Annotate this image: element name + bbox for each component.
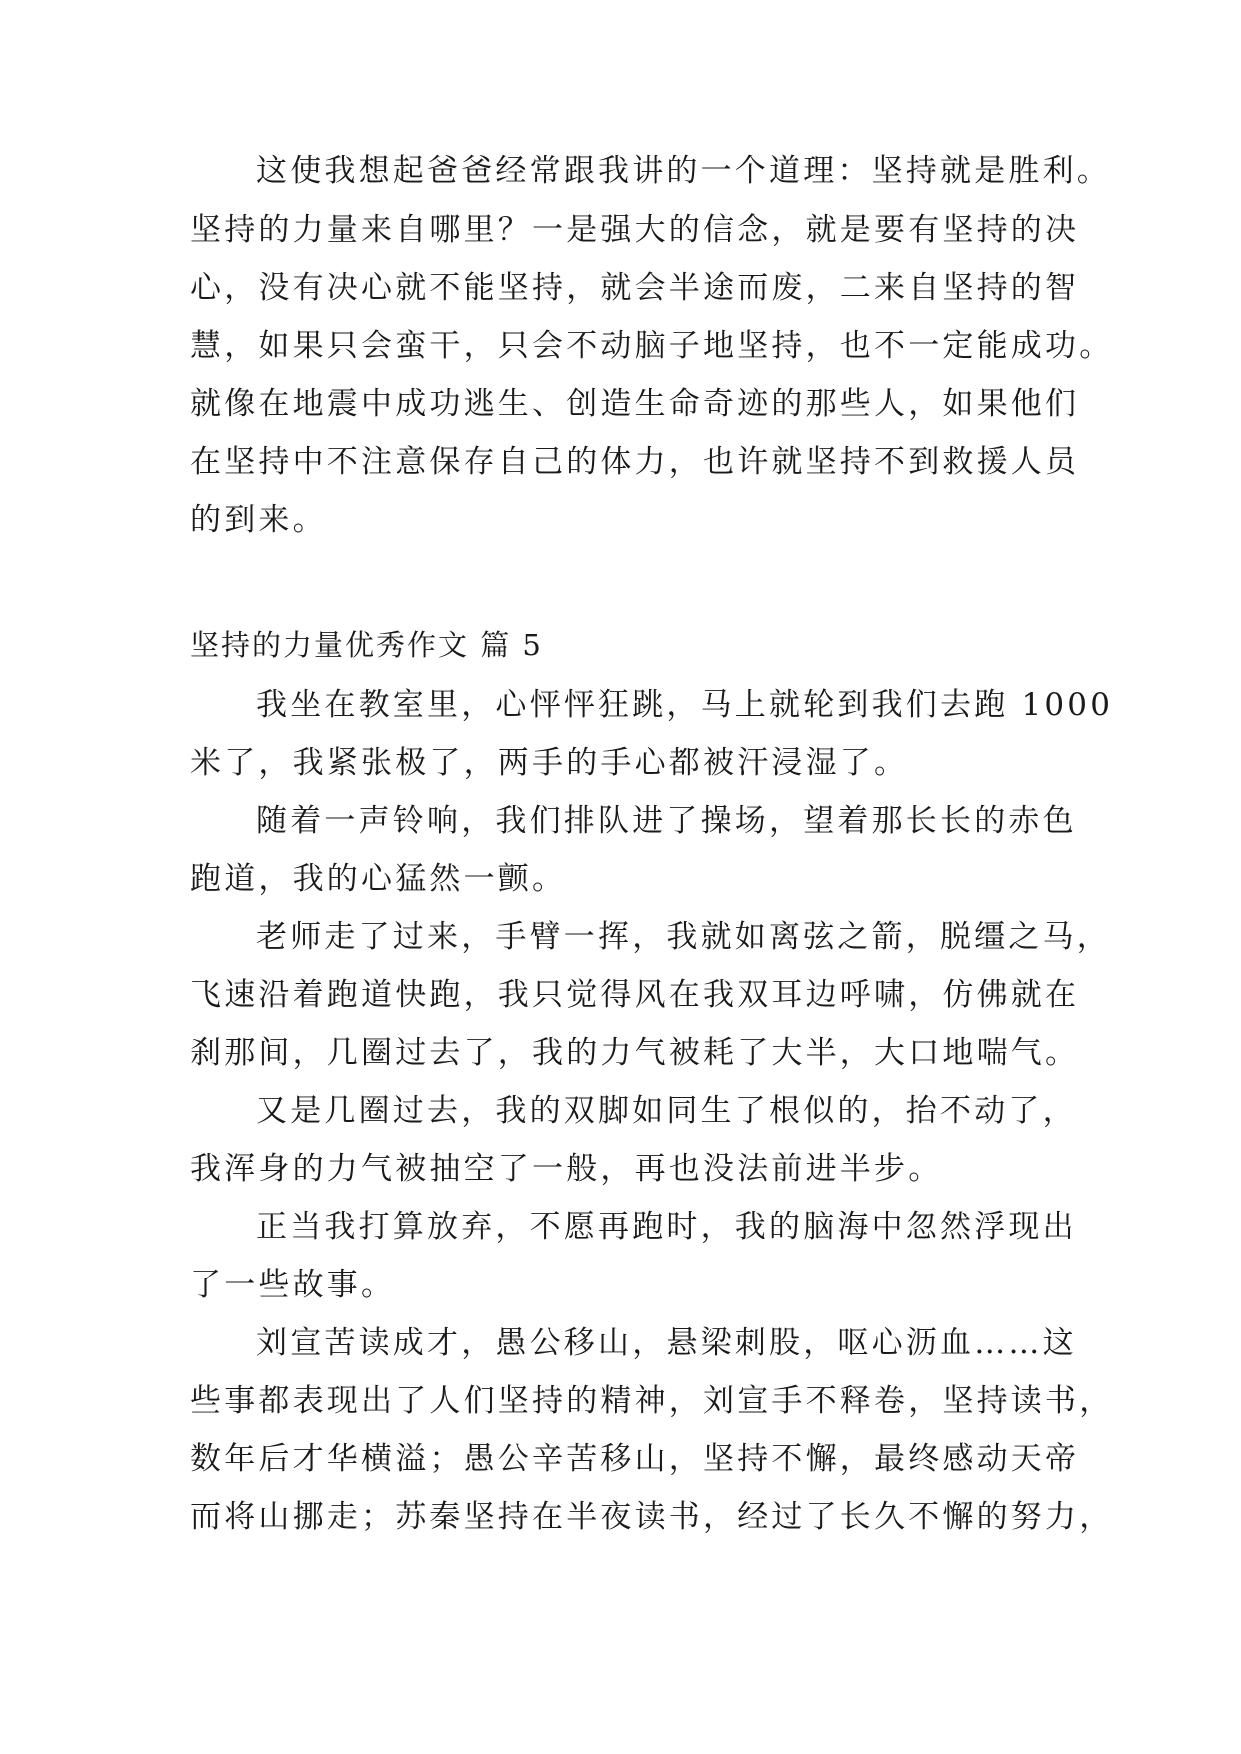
paragraph-1-line-5: 就像在地震中成功逃生、创造生命奇迹的那些人，如果他们 — [190, 386, 1080, 422]
paragraph-7-line-4: 而将山挪走；苏秦坚持在半夜读书，经过了长久不懈的努力， — [190, 1499, 1114, 1535]
paragraph-1-line-1: 这使我想起爸爸经常跟我讲的一个道理：坚持就是胜利。 — [256, 153, 1111, 189]
paragraph-7-line-1: 刘宣苦读成才，愚公移山，悬梁刺股，呕心沥血……这 — [256, 1325, 1077, 1361]
paragraph-4-line-3: 刹那间，几圈过去了，我的力气被耗了大半，大口地喘气。 — [190, 1035, 1080, 1071]
paragraph-7-line-2: 些事都表现出了人们坚持的精神，刘宣手不释卷，坚持读书， — [190, 1383, 1114, 1419]
paragraph-1-line-7: 的到来。 — [190, 502, 327, 538]
paragraph-3-line-1: 随着一声铃响，我们排队进了操场，望着那长长的赤色 — [256, 803, 1077, 839]
paragraph-2-line-2: 米了，我紧张极了，两手的手心都被汗浸湿了。 — [190, 745, 909, 781]
paragraph-7-line-3: 数年后才华横溢；愚公辛苦移山，坚持不懈，最终感动天帝 — [190, 1441, 1080, 1477]
paragraph-5-line-1: 又是几圈过去，我的双脚如同生了根似的，抬不动了， — [256, 1093, 1077, 1129]
paragraph-4-line-2: 飞速沿着跑道快跑，我只觉得风在我双耳边呼啸，仿佛就在 — [190, 977, 1080, 1013]
paragraph-1-line-2: 坚持的力量来自哪里？一是强大的信念，就是要有坚持的决 — [190, 212, 1080, 248]
paragraph-5-line-2: 我浑身的力气被抽空了一般，再也没法前进半步。 — [190, 1151, 943, 1187]
paragraph-4-line-1: 老师走了过来，手臂一挥，我就如离弦之箭，脱缰之马， — [256, 919, 1111, 955]
paragraph-6-line-2: 了一些故事。 — [190, 1267, 396, 1303]
paragraph-2-line-1: 我坐在教室里，心怦怦狂跳，马上就轮到我们去跑 1000 — [256, 687, 1114, 723]
paragraph-1-line-3: 心，没有决心就不能坚持，就会半途而废，二来自坚持的智 — [190, 270, 1080, 306]
paragraph-1-line-4: 慧，如果只会蛮干，只会不动脑子地坚持，也不一定能成功。 — [190, 328, 1114, 364]
paragraph-3-line-2: 跑道，我的心猛然一颤。 — [190, 861, 567, 897]
paragraph-1-line-6: 在坚持中不注意保存自己的体力，也许就坚持不到救援人员 — [190, 444, 1080, 480]
section-heading: 坚持的力量优秀作文 篇 5 — [190, 628, 543, 662]
paragraph-6-line-1: 正当我打算放弃，不愿再跑时，我的脑海中忽然浮现出 — [256, 1209, 1077, 1245]
